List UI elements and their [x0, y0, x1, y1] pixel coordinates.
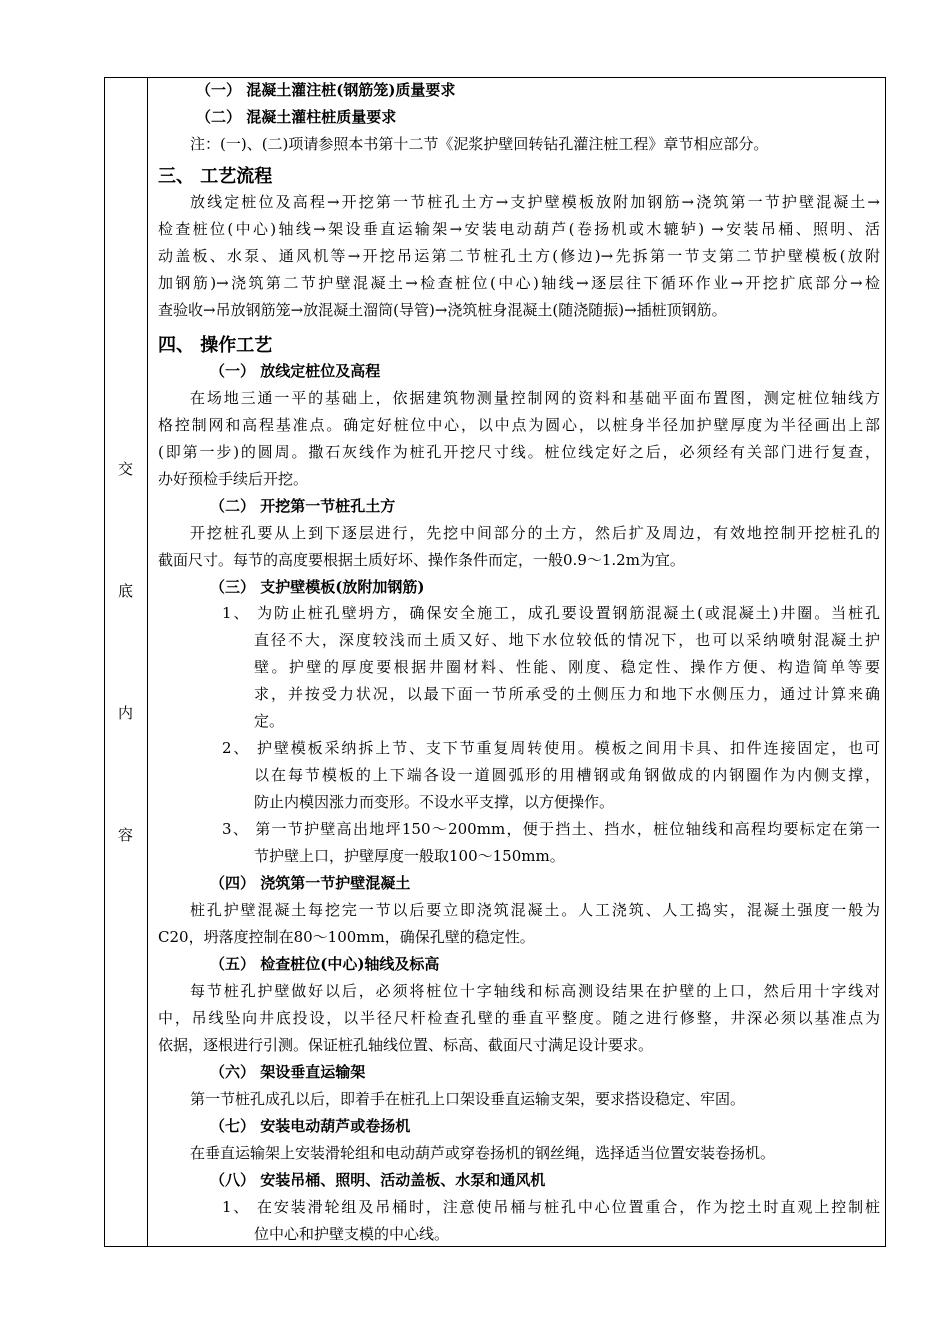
- paragraph-line: 办好预检手续后开挖。: [158, 470, 309, 488]
- paragraph-line: 动盖板、水泵、通风机等→开挖吊运第二节桩孔土方(修边)→先拆第一节支第二节护壁模板(放附: [158, 247, 880, 265]
- paragraph-line: 1、 为防止桩孔壁坍方，确保安全施工，成孔要设置钢筋混凝土(或混凝土)井圈。当桩孔: [222, 604, 880, 622]
- paragraph-line: 依据，逐根进行引测。保证桩孔轴线位置、标高、截面尺寸满足设计要求。: [158, 1036, 654, 1054]
- paragraph-line: 在垂直运输架上安装滑轮组和电动葫芦或穿卷扬机的钢丝绳，选择适当位置安装卷扬机。: [190, 1144, 776, 1162]
- paragraph-line: 第一节桩孔成孔以后，即着手在桩孔上口架设垂直运输支架，要求搭设稳定、牢固。: [190, 1090, 746, 1108]
- paragraph-line: C20，坍落度控制在80～100mm，确保孔壁的稳定性。: [158, 928, 535, 946]
- subsection-heading: （三） 支护壁模板(放附加钢筋): [210, 578, 425, 596]
- subsection-heading: （四） 浇筑第一节护壁混凝土: [210, 874, 411, 892]
- subsection-heading: （六） 架设垂直运输架: [210, 1063, 366, 1081]
- side-label-char-2: 底: [117, 582, 133, 600]
- subsection-heading: （一） 混凝土灌注桩(钢筋笼)质量要求: [196, 81, 456, 99]
- subsection-heading: （八） 安装吊桶、照明、活动盖板、水泵和通风机: [210, 1171, 546, 1189]
- paragraph-line: (即第一步)的圆周。撒石灰线作为桩孔开挖尺寸线。桩位线定好之后，必须经有关部门进行复查，: [158, 443, 880, 461]
- paragraph-line: 在场地三通一平的基础上，依据建筑物测量控制网的资料和基础平面布置图，测定桩位轴线方: [190, 389, 880, 407]
- paragraph-line: 节护壁上口，护壁厚度一般取100～150mm。: [254, 847, 565, 865]
- paragraph-line: 格控制网和高程基准点。确定好桩位中心，以中点为圆心，以桩身半径加护壁厚度为半径画出上部: [158, 416, 880, 434]
- paragraph-line: 2、 护壁模板采纳拆上节、支下节重复周转使用。模板之间用卡具、扣件连接固定，也可: [222, 739, 880, 757]
- paragraph-line: 以在每节模板的上下端各设一道圆弧形的用槽钢或角钢做成的内钢圈作为内侧支撑，: [254, 766, 880, 784]
- paragraph-line: 每节桩孔护壁做好以后，必须将桩位十字轴线和标高测设结果在护壁的上口，然后用十字线对: [190, 982, 880, 1000]
- paragraph-line: 壁。护壁的厚度要根据井圈材料、性能、刚度、稳定性、操作方便、构造简单等要: [254, 658, 880, 676]
- paragraph-line: 检查桩位(中心)轴线→架设垂直运输架→安装电动葫芦(卷扬机或木辘轳) →安装吊桶、照明、活: [158, 220, 880, 238]
- section-heading: 四、 操作工艺: [158, 335, 273, 356]
- paragraph-line: 桩孔护壁混凝土每挖完一节以后要立即浇筑混凝土。人工浇筑、人工捣实，混凝土强度一般为: [190, 901, 880, 919]
- subsection-heading: （二） 开挖第一节桩孔土方: [210, 497, 396, 515]
- paragraph-line: 放线定桩位及高程→开挖第一节桩孔土方→支护壁模板放附加钢筋→浇筑第一节护壁混凝土→: [190, 193, 880, 211]
- paragraph-line: 求，并按受力状况，以最下面一节所承受的土侧压力和地下水侧压力，通过计算来确: [254, 685, 880, 703]
- paragraph-line: 截面尺寸。每节的高度要根据土质好坏、操作条件而定，一般0.9～1.2m为宜。: [158, 551, 685, 569]
- paragraph-line: 查验收→吊放钢筋笼→放混凝土溜筒(导管)→浇筑桩身混凝土(随浇随振)→插桩顶钢筋。: [158, 301, 727, 319]
- paragraph-line: 中，吊线坠向井底投设，以半径尺杆检查孔壁的垂直平整度。随之进行修整，井深必须以基准点为: [158, 1009, 880, 1027]
- paragraph-line: 3、 第一节护壁高出地坪150～200mm，便于挡土、挡水，桩位轴线和高程均要标定在第一: [222, 820, 880, 838]
- paragraph-line: 直径不大，深度较浅而土质又好、地下水位较低的情况下，也可以采纳喷射混凝土护: [254, 631, 880, 649]
- paragraph-line: 定。: [254, 712, 285, 730]
- paragraph-line: 1、 在安装滑轮组及吊桶时，注意使吊桶与桩孔中心位置重合，作为挖土时直观上控制桩: [222, 1198, 880, 1216]
- paragraph-line: 开挖桩孔要从上到下逐层进行，先挖中间部分的土方，然后扩及周边，有效地控制开挖桩孔的: [190, 524, 880, 542]
- paragraph-line: 位中心和护壁支模的中心线。: [254, 1225, 450, 1243]
- paragraph-line: 防止内模因涨力而变形。不设水平支撑，以方便操作。: [254, 793, 615, 811]
- subsection-heading: （七） 安装电动葫芦或卷扬机: [210, 1117, 411, 1135]
- column-divider: [147, 77, 148, 1247]
- paragraph-line: 注：(一)、(二)项请参照本书第十二节《泥浆护壁回转钻孔灌注桩工程》章节相应部分。: [190, 135, 769, 153]
- subsection-heading: （一） 放线定桩位及高程: [210, 362, 381, 380]
- subsection-heading: （五） 检查桩位(中心)轴线及标高: [210, 955, 440, 973]
- paragraph-line: 加钢筋)→浇筑第二节护壁混凝土→检查桩位(中心)轴线→逐层往下循环作业→开挖扩底部分→检: [158, 274, 880, 292]
- subsection-heading: （二） 混凝土灌柱桩质量要求: [196, 108, 397, 126]
- section-heading: 三、 工艺流程: [158, 166, 273, 187]
- side-label-char-1: 交: [117, 460, 133, 478]
- side-label-char-4: 容: [117, 826, 133, 844]
- side-label-char-3: 内: [117, 704, 133, 722]
